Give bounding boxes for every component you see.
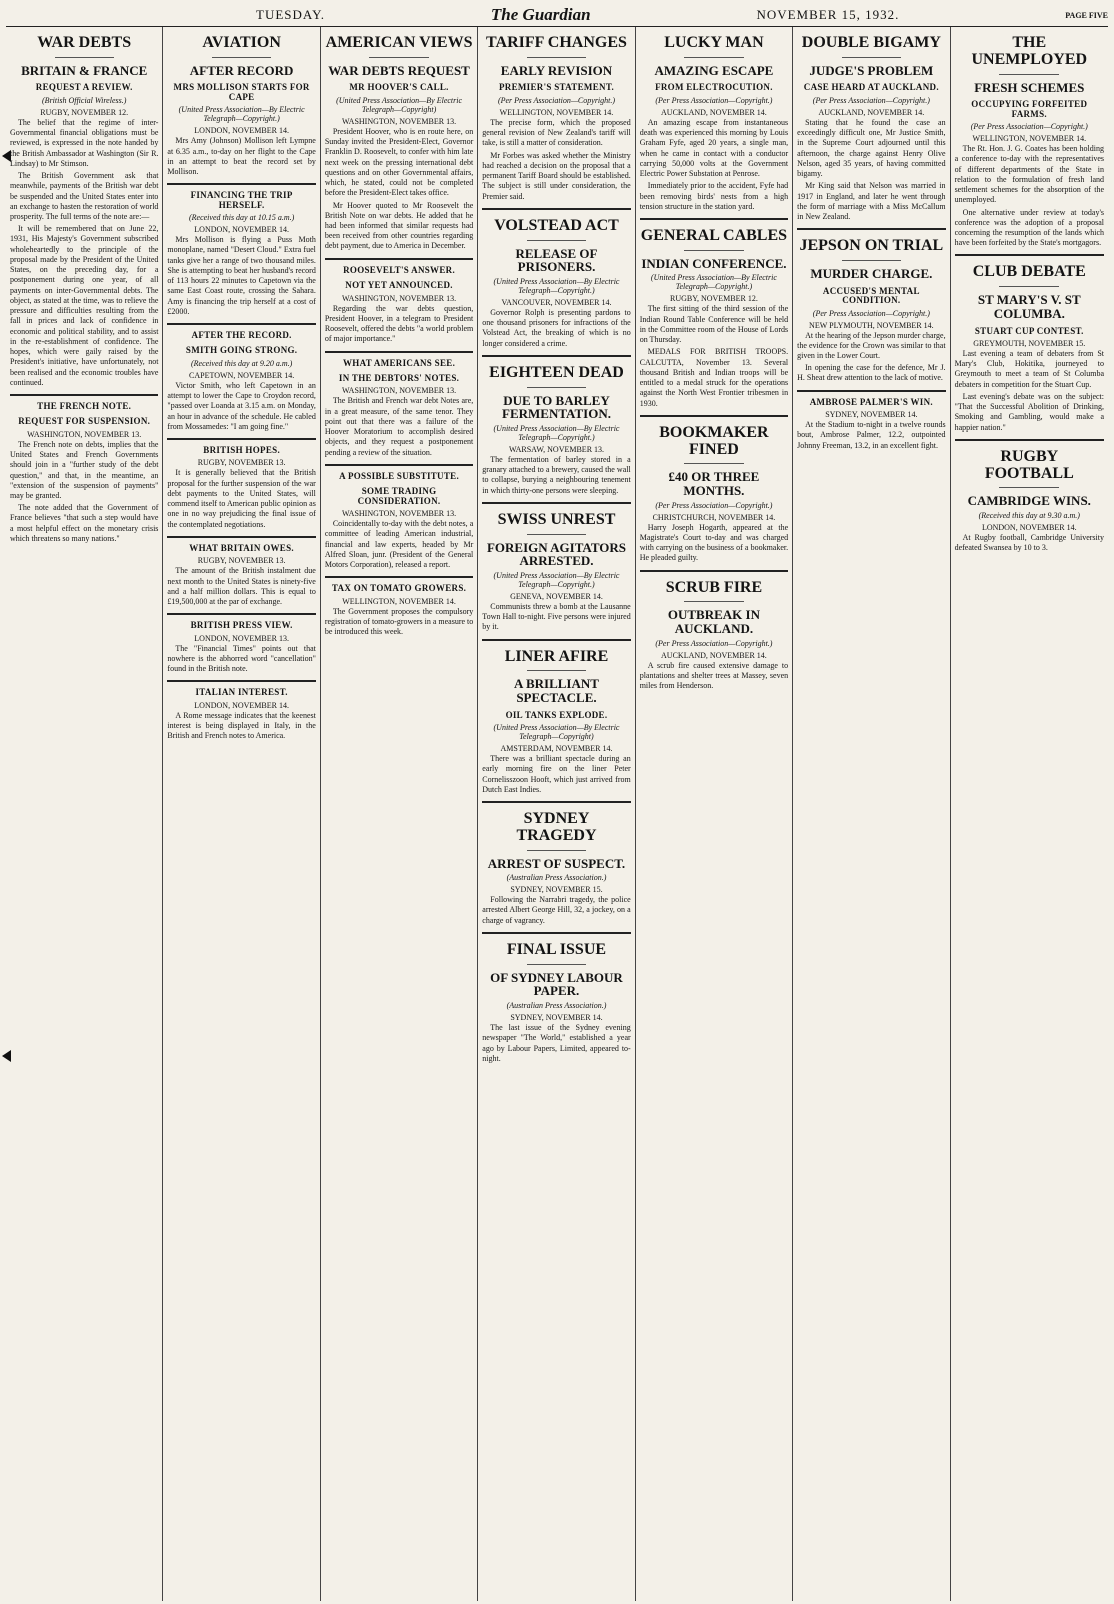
article-subhead: STUART CUP CONTEST. <box>974 325 1084 336</box>
headline-rule <box>55 57 114 58</box>
article-headline: DOUBLE BIGAMY <box>801 34 941 51</box>
article <box>797 35 945 222</box>
article-paragraph: Mrs Mollison is flying a Puss Moth monoplane, named "Desert Cloud." Extra fuel tanks give her a range of two thousand miles. She is attempting to beat her husband's record of 113 hours 22 minutes to Capetown via the same East Coast route, crossing the Sahara. Amy is financing the trip herself at a cost of £2000. <box>167 235 316 316</box>
article-divider <box>955 439 1104 441</box>
article-headline: CLUB DEBATE <box>972 263 1086 281</box>
article-headline: EIGHTEEN DEAD <box>489 363 624 381</box>
article-credit: (United Press Association—By Electric Telegraph—Copyright.) <box>178 105 305 124</box>
article <box>482 801 630 926</box>
article-credit: (Per Press Association—Copyright.) <box>655 638 773 648</box>
article-divider <box>482 355 630 357</box>
article <box>167 183 315 317</box>
article-headline: JEPSON ON TRIAL <box>799 237 944 255</box>
headline-rule <box>527 387 586 388</box>
article-paragraph: MEDALS FOR BRITISH TROOPS. CALCUTTA, November 13. Several thousand British and Indian troops will be entitled to a medal struck for the operations against the North West Frontier tribesmen in 1930. <box>639 347 789 408</box>
article-dateline: SYDNEY, NOVEMBER 15. <box>510 885 603 895</box>
article-subhead: PREMIER'S STATEMENT. <box>498 82 614 93</box>
article-headline: BRITISH HOPES. <box>203 445 280 456</box>
article-headline: ITALIAN INTEREST. <box>195 687 288 698</box>
headline-rule <box>684 601 743 602</box>
article-divider <box>167 680 315 682</box>
article-dateline: WASHINGTON, NOVEMBER 13. <box>342 116 457 126</box>
headline-rule <box>527 240 586 241</box>
headline-rule <box>369 57 428 58</box>
article-subhead: CASE HEARD AT AUCKLAND. <box>803 82 939 93</box>
headline-rule <box>527 964 586 965</box>
column <box>6 27 163 1601</box>
column <box>478 27 635 1601</box>
column <box>636 27 793 1601</box>
article-divider <box>167 613 315 615</box>
article-paragraph: The Government proposes the compulsory registration of tomato-growers in a measure to be introduced this week. <box>324 606 474 637</box>
article-headline: ROOSEVELT'S ANSWER. <box>343 264 456 275</box>
article-paragraph: The Rt. Hon. J. G. Coates has been holding a conference to-day with the representatives of different departments of the State in relation to the formulation of fresh land settlement schemes for the absorption of the unemployed. <box>954 144 1104 205</box>
article-credit: (Received this day at 9.20 a.m.) <box>190 358 293 368</box>
article-subhead: WAR DEBTS REQUEST <box>328 62 470 78</box>
article-paragraph: An amazing escape from instantaneous death was experienced this morning by Louis Graham Fyfe, aged 20 years, a single man, when he came in contact with a conductor carrying 50,000 volts at the Government Electric Power Substation at Penrose. <box>639 117 789 179</box>
article-dateline: WELLINGTON, NOVEMBER 14. <box>342 596 456 606</box>
headline-rule <box>527 850 586 851</box>
article-headline: LINER AFIRE <box>504 647 609 665</box>
article-paragraph: Mr Forbes was asked whether the Ministry had reached a decision on the proposal that a permanent Tariff Board should be established. The subject is still under consideration, the Premier said. <box>482 150 631 201</box>
article-headline: A POSSIBLE SUBSTITUTE. <box>339 470 460 481</box>
headline-rule <box>999 286 1059 287</box>
article <box>797 390 945 451</box>
article-headline: SYDNEY TRAGEDY <box>516 810 597 844</box>
article <box>797 228 945 383</box>
article-paragraph: Coincidentally to-day with the debt notes, a committee of leading American industrial, financial and law experts, headed by Mr Alfred Sloan, junr. (President of the General Motors Corporation), released a report. <box>324 519 474 570</box>
article-headline: WHAT AMERICANS SEE. <box>342 357 456 368</box>
article-subhead: A BRILLIANT SPECTACLE. <box>514 676 599 705</box>
article <box>482 639 630 795</box>
article-paragraph: In opening the case for the defence, Mr J. H. Sheat drew attention to the lack of motive. <box>797 363 946 383</box>
article-subhead: SOME TRADING CONSIDERATION. <box>357 486 441 506</box>
article <box>955 35 1104 248</box>
masthead-title: The Guardian <box>490 5 591 24</box>
article-paragraph: It is generally believed that the British proposal for the further suspension of the war debt payments to the United States, will commend itself to American public opinion as one in no way prejudicing the final issue of the contemplated negotiations. <box>167 468 316 529</box>
article <box>10 394 158 544</box>
article-divider <box>640 218 788 220</box>
article <box>325 35 473 252</box>
article-subhead: NOT YET ANNOUNCED. <box>345 280 453 291</box>
article-subhead: AMAZING ESCAPE <box>654 62 774 78</box>
article-paragraph: Communists threw a bomb at the Lausanne Town Hall to-night. Five persons were injured by it. <box>482 601 631 632</box>
article-paragraph: At the Stadium to-night in a twelve rounds bout, Ambrose Palmer, 12.2, outpointed Johnny Freeman, 13.2, in an excellent fight. <box>797 420 946 450</box>
article-credit: (United Press Association—By Electric Telegraph—Copyright.) <box>493 570 620 589</box>
article-dateline: AUCKLAND, NOVEMBER 14. <box>818 107 925 117</box>
article-paragraph: A scrub fire caused extensive damage to plantations and shelter trees at Massey, seven miles from Henderson. <box>639 660 789 691</box>
article-headline: WAR DEBTS <box>37 34 132 51</box>
column <box>163 27 320 1601</box>
headline-rule <box>527 534 586 535</box>
article <box>955 254 1104 432</box>
article-divider <box>955 254 1104 256</box>
article-divider <box>482 801 630 803</box>
article-dateline: LONDON, NOVEMBER 14. <box>194 126 289 136</box>
article-divider <box>797 390 945 392</box>
article-paragraph: Following the Narrabri tragedy, the police arrested Albert George Hill, 32, a jockey, on a charge of vagrancy. <box>482 895 631 925</box>
article-subhead: ACCUSED'S MENTAL CONDITION. <box>822 285 920 306</box>
article-divider <box>167 323 315 325</box>
margin-arrow-icon <box>2 150 11 162</box>
article-paragraph: One alternative under review at today's conference was the adoption of a proposal concerning the resumption of the lands which have been forfeited by the State's mortgagors. <box>954 207 1104 248</box>
article-paragraph: Regarding the war debts question, President Hoover, in a telegram to President Roosevelt, offered the debts "a world problem of major importance." <box>324 303 474 344</box>
article <box>325 576 473 637</box>
article-divider <box>167 183 315 185</box>
article-credit: (United Press Association—By Electric Telegraph—Copyright.) <box>650 273 777 292</box>
headline-rule <box>527 670 586 671</box>
article-headline: THE FRENCH NOTE. <box>37 400 132 411</box>
article-paragraph: The last issue of the Sydney evening newspaper "The World," established a year ago by Labour Papers, Limited, appeared to-night. <box>482 1023 631 1063</box>
article-dateline: GREYMOUTH, NOVEMBER 15. <box>973 338 1086 348</box>
article-dateline: LONDON, NOVEMBER 13. <box>194 633 289 643</box>
article-dateline: LONDON, NOVEMBER 14. <box>981 523 1077 533</box>
article-subhead: DUE TO BARLEY FERMENTATION. <box>502 392 611 422</box>
article-headline: BOOKMAKER FINED <box>659 423 769 458</box>
article-paragraph: The fermentation of barley stored in a granary attached to a brewery, caused the wall to collapse, burying a neighbouring tenement in which thirty-one persons were sleeping. <box>482 454 631 495</box>
article <box>167 438 315 530</box>
article-headline: AFTER THE RECORD. <box>191 330 292 340</box>
article-credit: (United Press Association—By Electric Telegraph—Copyright) <box>493 723 620 742</box>
article-paragraph: The amount of the British instalment due next month to the United States is ninety-five and a half million dollars. This is equal to £19,500,000 at the par of exchange. <box>167 566 316 607</box>
headline-rule <box>527 57 586 58</box>
article-credit: (United Press Association—By Electric Telegraph—Copyright.) <box>493 276 620 295</box>
article-subhead: MR HOOVER'S CALL. <box>349 82 449 93</box>
article-paragraph: There was a brilliant spectacle during an early morning fire on the liner Peter Cornelisszoon Hooft, which just arrived from Dutch East Indies. <box>482 754 631 794</box>
article <box>167 613 315 674</box>
article-subhead: FRESH SCHEMES <box>974 79 1085 95</box>
article-headline: FINAL ISSUE <box>506 940 607 958</box>
article-subhead: CAMBRIDGE WINS. <box>967 493 1091 509</box>
article-subhead: AFTER RECORD <box>189 62 294 78</box>
column <box>793 27 950 1601</box>
column <box>951 27 1108 1601</box>
article <box>482 35 630 202</box>
article-dateline: RUGBY, NOVEMBER 13. <box>197 556 286 566</box>
article <box>482 355 630 496</box>
article-dateline: CHRISTCHURCH, NOVEMBER 14. <box>652 512 776 522</box>
article-subhead: FOREIGN AGITATORS ARRESTED. <box>486 539 627 569</box>
article-headline: BRITISH PRESS VIEW. <box>190 620 293 631</box>
article-credit: (Received this day at 9.30 a.m.) <box>978 511 1080 521</box>
article-subhead: OF SYDNEY LABOUR PAPER. <box>490 969 623 999</box>
article-subhead: REQUEST A REVIEW. <box>35 82 133 93</box>
article-dateline: AMSTERDAM, NOVEMBER 14. <box>500 744 613 754</box>
article-dateline: CAPETOWN, NOVEMBER 14. <box>189 370 295 380</box>
article <box>640 218 788 409</box>
article-dateline: WASHINGTON, NOVEMBER 13. <box>342 293 457 303</box>
article-credit: (Per Press Association—Copyright.) <box>812 308 930 318</box>
article-dateline: NEW PLYMOUTH, NOVEMBER 14. <box>809 320 934 330</box>
article-dateline: AUCKLAND, NOVEMBER 14. <box>661 650 767 660</box>
masthead-day: TUESDAY. <box>256 7 326 22</box>
article-subhead: RELEASE OF PRISONERS. <box>515 245 598 275</box>
article-paragraph: Victor Smith, who left Capetown in an attempt to lower the Cape to Croydon record, "passed over Loanda at 3.15 a.m. on Monday, an hour in advance of the schedule. He cabled from Mossamedes: "I am going fine." <box>167 380 316 431</box>
article <box>640 35 788 212</box>
article <box>10 35 158 388</box>
article-subhead: MRS MOLLISON STARTS FOR CAPE <box>173 82 310 102</box>
article <box>167 536 315 607</box>
article-credit: (Australian Press Association.) <box>506 873 607 883</box>
article-subhead: JUDGE'S PROBLEM <box>809 62 934 78</box>
article-dateline: VANCOUVER, NOVEMBER 14. <box>501 297 612 307</box>
article-headline: AVIATION <box>202 34 281 51</box>
article-dateline: WASHINGTON, NOVEMBER 13. <box>342 386 457 396</box>
article-paragraph: Last evening's debate was on the subject: "That the Successful Abolition of Drinking, Smoking and Gambling, would make a happier nation." <box>954 391 1104 432</box>
article-paragraph: Last evening a team of debaters from St Mary's Club, Hokitika, journeyed to Greymouth to meet a team of St Columba debaters in competition for the Stuart Cup. <box>954 348 1104 389</box>
article-dateline: SYDNEY, NOVEMBER 14. <box>510 1013 603 1023</box>
article-subhead: ST MARY'S V. ST COLUMBA. <box>977 292 1081 321</box>
article-paragraph: The British Government ask that meanwhile, payments of the British war debt be suspended and the United States enter into an exchange to hasten the restoration of world prosperity. The full terms of the note are:— <box>10 171 159 221</box>
article-paragraph: It will be remembered that on June 22, 1931, His Majesty's Government subscribed wholeheartedly to the principle of the proposal made by the President of the United States, on the preceding day, for a postponement during one year, of all payments on inter-Governmental debts. The object, as stated at the time, was to relieve the pressure and difficulties resulting from the fall in prices and lack of confidence in economic and political stability, and to assist in the re-establishment of confidence. The hopes, which were gaily raised by the President's initiative, have unfortunately, not been realised and the economic troubles have continued. <box>10 224 159 387</box>
article-headline: VOLSTEAD ACT <box>494 216 619 234</box>
headline-rule <box>999 74 1059 75</box>
article-subhead: OIL TANKS EXPLODE. <box>505 709 608 720</box>
article-paragraph: The note added that the Government of France believes "that such a step would have a most helpful effect on the monetary crisis which threatens so many nations." <box>10 503 159 543</box>
article-subhead: £40 OR THREE MONTHS. <box>668 469 760 498</box>
article-subhead: OUTBREAK IN AUCKLAND. <box>667 607 760 637</box>
article-headline: RUGBY FOOTBALL <box>984 447 1074 482</box>
article-paragraph: At Rugby football, Cambridge University defeated Swansea by 10 to 3. <box>954 533 1104 553</box>
article-dateline: LONDON, NOVEMBER 14. <box>194 700 289 710</box>
article <box>167 35 315 177</box>
article-subhead: ARREST OF SUSPECT. <box>487 855 626 871</box>
article-dateline: WARSAW, NOVEMBER 13. <box>508 444 605 454</box>
article-paragraph: Mr Hoover quoted to Mr Roosevelt the British Note on war debts. He added that he had been informed that similar requests had been received from other countries regarding debt payment, due to America in December. <box>324 200 474 251</box>
article <box>955 439 1104 554</box>
article-credit: (Per Press Association—Copyright.) <box>970 122 1088 132</box>
article <box>325 351 473 458</box>
article-paragraph: A Rome message indicates that the keenest interest is being displayed in Italy, in the British and French notes to America. <box>167 710 316 741</box>
headline-rule <box>684 250 743 251</box>
article-paragraph: The British and French war debt Notes are, in a great measure, of the same tenor. They point out that there was a failure of the Hoover Moratorium to accomplish desired objects, and they request a postponement pending a review of the situation. <box>324 396 474 457</box>
article-paragraph: Mrs Amy (Johnson) Mollison left Lympne at 6.35 a.m., to-day on her flight to the Cape in an attempt to beat the record set by Mollison. <box>167 136 316 177</box>
article <box>482 208 630 349</box>
article-credit: (United Press Association—By Electric Telegraph—Copyright.) <box>493 423 620 442</box>
article-credit: (British Official Wireless.) <box>42 95 127 105</box>
article-credit: (Received this day at 10.15 a.m.) <box>188 213 295 223</box>
headline-rule <box>684 57 743 58</box>
masthead-date: NOVEMBER 15, 1932. <box>756 7 900 22</box>
article-paragraph: The first sitting of the third session of the Indian Round Table Conference will be held in the Committee room of the House of Lords on Thursday. <box>639 304 789 345</box>
article-dateline: WELLINGTON, NOVEMBER 14. <box>499 107 614 117</box>
article-subhead: INDIAN CONFERENCE. <box>641 255 787 271</box>
article-divider <box>640 570 788 572</box>
headline-rule <box>684 463 743 464</box>
article-subhead: EARLY REVISION <box>500 62 613 78</box>
article-divider <box>482 502 630 504</box>
article-credit: (Per Press Association—Copyright.) <box>497 95 616 105</box>
headline-rule <box>842 57 901 58</box>
article-divider <box>325 258 473 260</box>
article-dateline: SYDNEY, NOVEMBER 14. <box>825 410 918 420</box>
article-headline: AMERICAN VIEWS <box>325 34 473 51</box>
margin-arrow-icon <box>2 1050 11 1062</box>
article-credit: (Per Press Association—Copyright.) <box>812 95 930 105</box>
article-paragraph: The French note on debts, implies that the United States and French Governments should join in a "further study of the debt question," and that, in the meantime, an "extension of the suspension of payments" may be granted. <box>10 439 159 501</box>
article-divider <box>10 394 158 396</box>
article <box>325 464 473 570</box>
article-paragraph: President Hoover, who is en route here, on Sunday invited the President-Elect, Governor Franklin D. Roosevelt, to confer with him late next week on the pressing international debt questions and on other Governmental affairs, which, he stated, could not be completed before the President-Elect takes office. <box>324 126 474 198</box>
article-divider <box>167 536 315 538</box>
article-headline: TAX ON TOMATO GROWERS. <box>331 583 467 594</box>
article-divider <box>482 639 630 641</box>
article-subhead: MURDER CHARGE. <box>810 266 933 282</box>
article-divider <box>797 228 945 230</box>
article-credit: (Per Press Association—Copyright.) <box>655 500 773 510</box>
article <box>482 932 630 1064</box>
masthead <box>6 4 1108 27</box>
article-paragraph: Stating that he found the case an exceedingly difficult one, Mr Justice Smith, in the Supreme Court adjourned until this afternoon, the charge against Henry Olive Nelson, aged 35 years, of having committed bigamy. <box>797 117 946 179</box>
article-headline: SWISS UNREST <box>497 510 616 528</box>
article-headline: FINANCING THE TRIP HERSELF. <box>190 190 293 210</box>
article-divider <box>482 932 630 934</box>
article-dateline: AUCKLAND, NOVEMBER 14. <box>661 107 767 117</box>
article-credit: (Per Press Association—Copyright.) <box>655 95 773 105</box>
headline-rule <box>842 260 901 261</box>
article-paragraph: Governor Rolph is presenting pardons to one thousand prisoners for infractions of the Volstead Act, the breaking of which is no longer considered a crime. <box>482 307 631 348</box>
article-dateline: WASHINGTON, NOVEMBER 13. <box>342 509 457 519</box>
masthead-page: PAGE FIVE <box>1065 10 1108 20</box>
article-paragraph: At the hearing of the Jepson murder charge, the evidence for the Crown was similar to that given in the Lower Court. <box>797 330 946 360</box>
article-divider <box>167 438 315 440</box>
column <box>321 27 478 1601</box>
article-credit: (United Press Association—By Electric Telegraph—Copyright) <box>336 95 463 114</box>
article-paragraph: The precise form, which the proposed general revision of New Zealand's tariff will take, is still a matter of consideration. <box>482 117 631 148</box>
article-divider <box>325 464 473 466</box>
article-divider <box>482 208 630 210</box>
article-subhead: IN THE DEBTORS' NOTES. <box>338 372 460 383</box>
article <box>640 415 788 564</box>
article-divider <box>640 415 788 417</box>
article-subhead: OCCUPYING FORFEITED FARMS. <box>971 99 1088 119</box>
article-dateline: WELLINGTON, NOVEMBER 14. <box>972 134 1087 144</box>
article-headline: TARIFF CHANGES <box>486 34 627 51</box>
article-dateline: RUGBY, NOVEMBER 12. <box>669 294 758 304</box>
article-subhead: BRITAIN & FRANCE <box>21 62 148 78</box>
article-dateline: GENEVA, NOVEMBER 14. <box>510 591 603 601</box>
article-dateline: RUGBY, NOVEMBER 13. <box>197 458 286 468</box>
article-headline: GENERAL CABLES <box>640 226 788 244</box>
article-paragraph: The "Financial Times" points out that nowhere is the abhorred word "cancellation" found in the British note. <box>167 643 316 674</box>
article <box>167 323 315 432</box>
article-subhead: REQUEST FOR SUSPENSION. <box>18 416 151 427</box>
article-subhead: SMITH GOING STRONG. <box>185 345 298 356</box>
article-headline: LUCKY MAN <box>664 34 764 51</box>
article-dateline: LONDON, NOVEMBER 14. <box>194 225 289 235</box>
article-divider <box>325 351 473 353</box>
article-headline: SCRUB FIRE <box>665 578 763 596</box>
article-paragraph: Immediately prior to the accident, Fyfe had been removing birds' nests from a high tension structure in the station yard. <box>639 181 789 211</box>
article-paragraph: The belief that the regime of inter-Governmental financial obligations must be reviewed, is expressed in the note handed by the British Ambassador at Washington (Sir R. Lindsay) to Mr Stimson. <box>10 117 159 168</box>
article-dateline: RUGBY, NOVEMBER 12. <box>40 107 129 117</box>
article-paragraph: Harry Joseph Hogarth, appeared at the Magistrate's Court to-day and was charged with carrying on the business of a bookmaker. He pleaded guilty. <box>639 522 789 563</box>
article <box>640 570 788 692</box>
headline-rule <box>999 487 1059 488</box>
article <box>482 502 630 633</box>
article-headline: AMBROSE PALMER'S WIN. <box>809 396 933 407</box>
article-paragraph: Mr King said that Nelson was married in 1917 in England, and later he went through the form of marriage with a Miss McCallum in New Zealand. <box>797 181 946 221</box>
article-subhead: FROM ELECTROCUTION. <box>655 82 773 93</box>
headline-rule <box>212 57 271 58</box>
article <box>167 680 315 741</box>
article-headline: THE UNEMPLOYED <box>971 34 1088 68</box>
article-dateline: WASHINGTON, NOVEMBER 13. <box>27 429 142 439</box>
article-divider <box>325 576 473 578</box>
article <box>325 258 473 345</box>
article-headline: WHAT BRITAIN OWES. <box>189 542 294 553</box>
columns <box>6 27 1108 1601</box>
article-credit: (Australian Press Association.) <box>506 1001 607 1011</box>
